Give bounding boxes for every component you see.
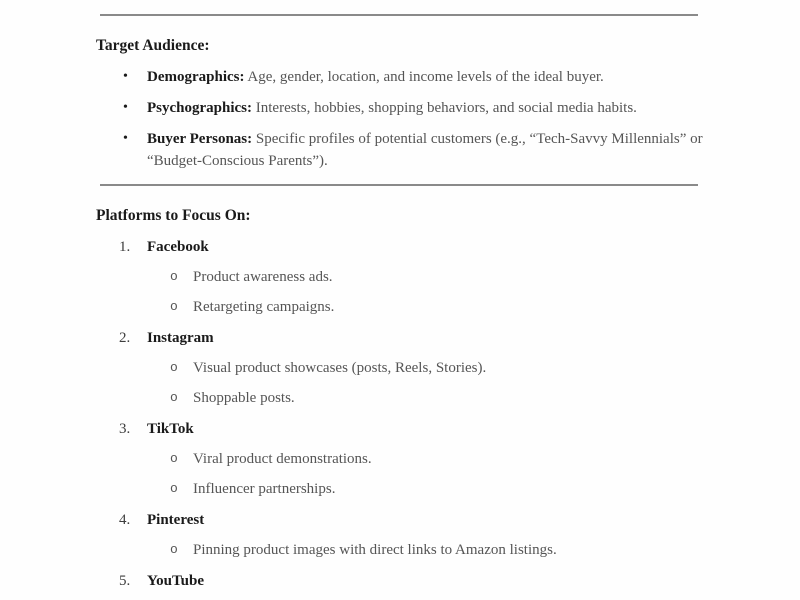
sub-bullet-icon: o (170, 299, 178, 314)
numbered-list (96, 236, 704, 592)
platform-name: Instagram (147, 330, 214, 346)
sub-list-item-text: Viral product demonstrations. (193, 451, 372, 467)
platform-name: Pinterest (147, 512, 205, 528)
sub-bullet-icon: o (170, 390, 178, 405)
list-item (96, 66, 704, 88)
sub-bullet-icon: o (170, 269, 178, 284)
section-heading-target-audience: Target Audience: (96, 37, 210, 54)
list-item-label: Psychographics: (147, 100, 252, 116)
list-number: 3. (119, 421, 131, 437)
sub-list-item (96, 296, 704, 318)
sub-list-item (96, 357, 704, 379)
sub-list-item (96, 266, 704, 288)
section-heading-platforms: Platforms to Focus On: (96, 207, 251, 224)
section-target-audience (96, 35, 704, 172)
bullet-icon: • (123, 69, 128, 84)
sub-list-item (96, 478, 704, 500)
sub-bullet-icon: o (170, 451, 178, 466)
section-platforms (96, 205, 704, 592)
numbered-list-item (96, 418, 704, 440)
list-number: 1. (119, 239, 131, 255)
numbered-list-item (96, 236, 704, 258)
bullet-icon: • (123, 100, 128, 115)
sub-bullet-icon: o (170, 481, 178, 496)
sub-bullet-icon: o (170, 542, 178, 557)
numbered-list-item (96, 570, 704, 592)
sub-list-item-text: Product awareness ads. (193, 269, 333, 285)
sub-list-item-text: Visual product showcases (posts, Reels, Stories). (193, 360, 487, 376)
horizontal-rule-middle (100, 184, 698, 186)
bullet-list (96, 66, 704, 172)
numbered-list-item (96, 327, 704, 349)
list-item-text: Buyer Personas: Specific profiles of potential customers (e.g., “Tech-Savvy Millennials” or “Budget-Conscious Parents”). (147, 131, 703, 169)
sub-list-item-text: Retargeting campaigns. (193, 299, 335, 315)
sub-list-item-text: Pinning product images with direct links to Amazon listings. (193, 542, 557, 558)
sub-list-item (96, 387, 704, 409)
list-item (96, 97, 704, 119)
list-item-label: Demographics: (147, 69, 245, 85)
list-number: 4. (119, 512, 131, 528)
list-number: 2. (119, 330, 131, 346)
bullet-icon: • (123, 131, 128, 146)
numbered-list-item (96, 509, 704, 531)
sub-list-item-text: Shoppable posts. (193, 390, 295, 406)
sub-list-item (96, 448, 704, 470)
list-item-text: Demographics: Age, gender, location, and income levels of the ideal buyer. (147, 69, 604, 85)
list-item-label: Buyer Personas: (147, 131, 253, 147)
platform-name: TikTok (147, 421, 194, 437)
sub-list-item-text: Influencer partnerships. (193, 481, 336, 497)
sub-bullet-icon: o (170, 360, 178, 375)
horizontal-rule-top (100, 14, 698, 16)
sub-list-item (96, 539, 704, 561)
list-item-text: Psychographics: Interests, hobbies, shopping behaviors, and social media habits. (147, 100, 637, 116)
platform-name: YouTube (147, 573, 204, 589)
platform-name: Facebook (147, 239, 209, 255)
list-item (96, 128, 704, 172)
list-number: 5. (119, 573, 131, 589)
